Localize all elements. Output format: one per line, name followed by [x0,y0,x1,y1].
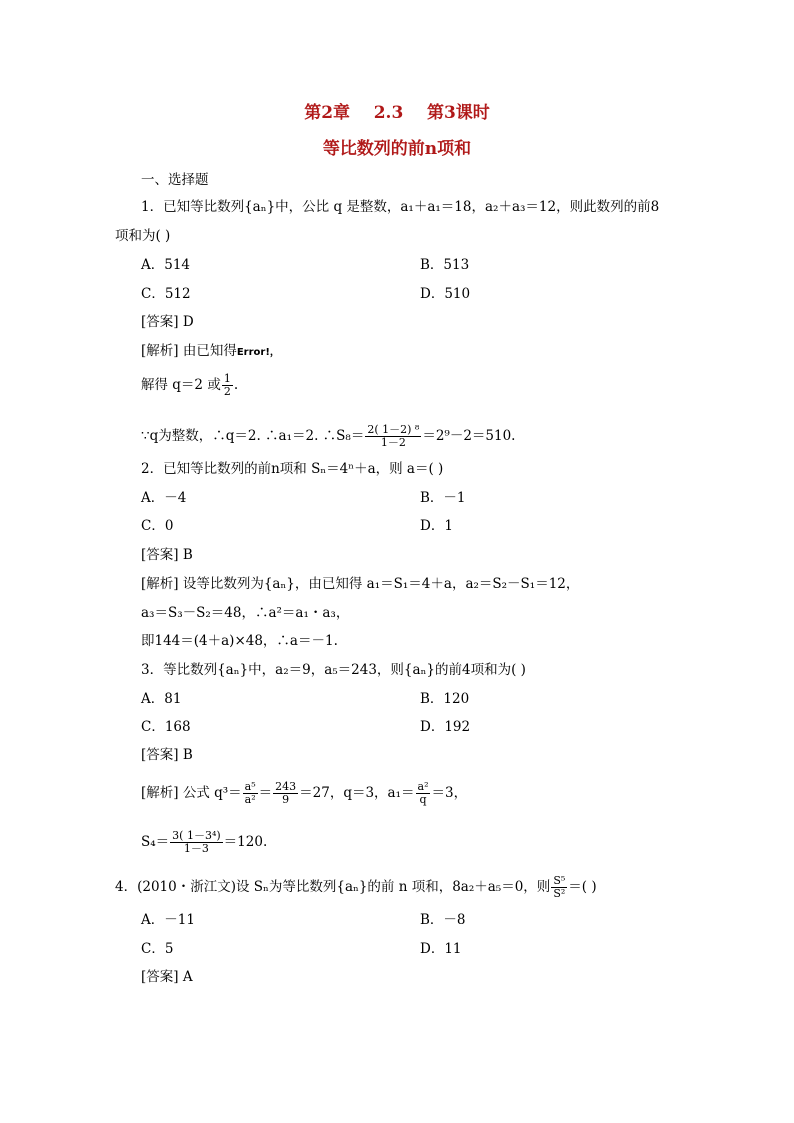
q1-solution-suffix: ＝2⁹－2＝510. [422,428,516,444]
q3-solution-text: ＝27，q＝3，a₁＝ [299,785,415,801]
q1-solution-text: 解得 q＝2 或 [141,377,221,393]
q3-option-c: C．168 [141,719,191,735]
q3-solution-suffix: ＝3， [431,785,468,801]
fraction-denominator: 1－3 [183,842,209,855]
q4-stem-text: 4．(2010・浙江文)设 Sₙ为等比数列{aₙ}的前 n 项和，8a₂＋a₅＝0，则 [115,879,551,895]
q2-option-b: B．－1 [420,490,466,506]
q1-solution-prefix: [解析] 由已知得 [141,343,237,359]
fraction [273,781,298,806]
q2-option-d: D．1 [420,518,453,534]
fraction-numerator: S⁵ [553,874,566,887]
q3-option-b: B．120 [420,691,470,707]
q2-answer: [答案] B [141,547,193,563]
q2-option-a: A．－4 [141,490,187,506]
q3-solution-text: S₄＝ [141,834,170,850]
q3-option-a: A．81 [141,691,182,707]
q1-solution-line1 [141,343,280,361]
q3-answer: [答案] B [141,747,193,763]
fraction-denominator: a² [244,793,256,806]
q3-option-d: D．192 [420,719,471,735]
q4-stem [115,875,597,900]
error-text: Error!， [236,347,280,358]
q4-option-d: D．11 [420,941,462,957]
q2-stem: 2．已知等比数列的前n项和 Sₙ＝4ⁿ＋a，则 a＝( ) [141,461,444,477]
q1-solution-line2 [141,373,238,398]
q4-option-c: C．5 [141,941,174,957]
fraction-denominator: S² [553,887,566,900]
fraction-numerator: 2( 1－2) ⁸ [367,423,420,436]
q3-solution-line2 [141,830,267,855]
fraction-numerator: 1 [223,372,231,385]
q2-solution-line1: [解析] 设等比数列为{aₙ}，由已知得 a₁＝S₁＝4＋a，a₂＝S₂－S₁＝12， [141,576,580,592]
fraction [170,830,223,855]
fraction [222,373,233,398]
q2-option-c: C．0 [141,518,174,534]
fraction-numerator: 243 [275,780,297,793]
q1-option-c: C．512 [141,286,191,302]
fraction-numerator: 3( 1－3⁴) [172,829,221,842]
q1-answer: [答案] D [141,314,194,330]
fraction [416,781,431,806]
q4-option-a: A．－11 [141,912,195,928]
q1-option-d: D．510 [420,286,471,302]
q1-option-a: A．514 [141,257,191,273]
q1-solution-text: ∵q为整数，∴q＝2. ∴a₁＝2. ∴S₈＝ [141,428,365,444]
q1-solution-line3 [141,424,515,449]
q3-solution-suffix: ＝120. [223,834,268,850]
section-heading: 一、选择题 [141,172,209,188]
fraction-numerator: a² [417,780,429,793]
q3-solution-text: [解析] 公式 q³＝ [141,785,242,801]
fraction-denominator: q [419,793,427,806]
q3-stem: 3．等比数列{aₙ}中，a₂＝9，a₅＝243，则{aₙ}的前4项和为( ) [141,662,526,678]
q4-stem-suffix: ＝( ) [568,879,597,895]
q1-stem-line1: 1．已知等比数列{aₙ}中，公比 q 是整数，a₁＋a₁＝18，a₂＋a₃＝12，则此数列的前8 [141,199,660,215]
fraction-denominator: 1－2 [380,436,406,449]
fraction-denominator: 2 [223,385,231,398]
q4-option-b: B．－8 [420,912,466,928]
q3-solution-line1 [141,781,467,806]
q1-option-b: B．513 [420,257,470,273]
q2-solution-line2: a₃＝S₃－S₂＝48，∴a²＝a₁・a₃， [141,605,350,621]
q1-solution-suffix: . [233,377,239,393]
page-title: 第2章 2.3 第3课时 [304,103,490,123]
fraction [243,781,258,806]
q2-solution-line3: 即144＝(4＋a)×48，∴a＝－1. [141,633,338,649]
fraction [365,424,421,449]
fraction-denominator: 9 [282,793,290,806]
q3-solution-text: ＝ [258,785,273,801]
q1-stem-line2: 项和为( ) [115,228,171,244]
q4-answer: [答案] A [141,969,193,985]
page-subtitle: 等比数列的前n项和 [322,139,472,159]
fraction-numerator: a⁵ [244,780,256,793]
fraction [551,875,567,900]
